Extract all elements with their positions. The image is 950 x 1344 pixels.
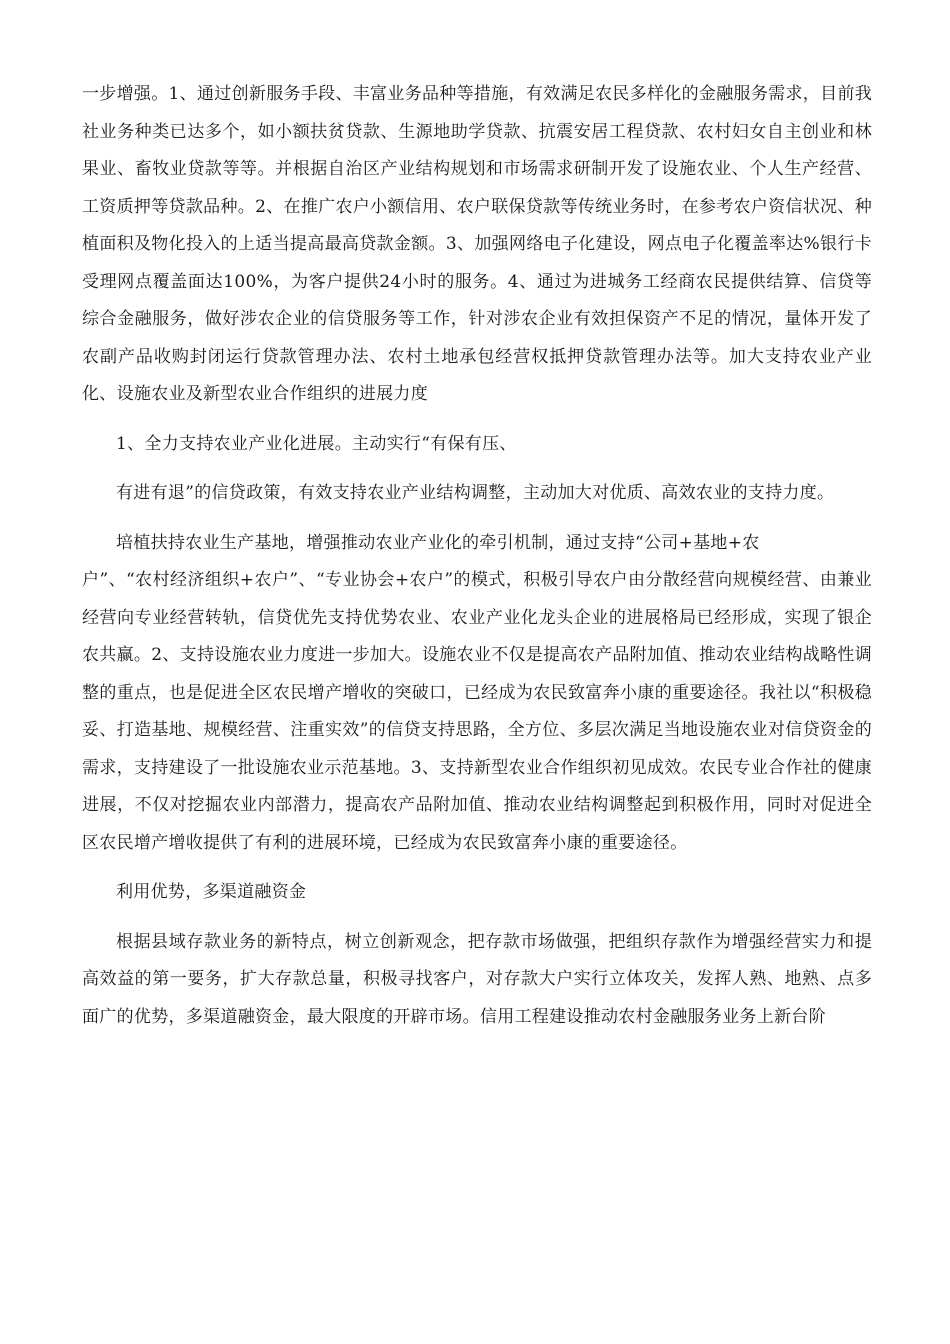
paragraph-services: 一步增强。1、通过创新服务手段、丰富业务品种等措施，有效满足农民多样化的金融服务需求，目前我社业务种类已达多个，如小额扶贫贷款、生源地助学贷款、抗震安居工程贷款、农村妇女自主创业和林果业、畜牧业贷款等等。并根据自治区产业结构规划和市场需求研制开发了设施农业、个人生产经营、工资质押等贷款品种。2、在推广农户小额信用、农户联保贷款等传统业务时，在参考农户资信状况、种植面积及物化投入的上适当提高最高贷款金额。3、加强网络电子化建设，网点电子化覆盖率达%银行卡受理网点覆盖面达100%，为客户提供24小时的服务。4、通过为进城务工经商农民提供结算、信贷等综合金融服务，做好涉农企业的信贷服务等工作，针对涉农企业有效担保资产不足的情况，量体开发了农副产品收购封闭运行贷款管理办法、农村土地承包经营权抵押贷款管理办法等。加大支持农业产业化、设施农业及新型农业合作组织的进展力度 bbox=[82, 84, 872, 404]
document-page bbox=[82, 76, 872, 1036]
paragraph-funding-heading: 利用优势，多渠道融资金 bbox=[116, 882, 307, 902]
paragraph-industrialization-heading: 1、全力支持农业产业化进展。主动实行“有保有压、 bbox=[116, 433, 517, 454]
paragraph-production-base: 培植扶持农业生产基地，增强推动农业产业化的牵引机制，通过支持“公司+基地+农 bbox=[116, 532, 760, 553]
paragraph-credit-policy: 有进有退”的信贷政策，有效支持农业产业结构调整，主动加大对优质、高效农业的支持力度。 bbox=[116, 483, 835, 503]
paragraph-facility-agriculture: 户”、“农村经济组织+农户”、“专业协会+农户”的模式，积极引导农户由分散经营向规模经营、由兼业经营向专业经营转轨，信贷优先支持优势农业、农业产业化龙头企业的进展格局已经形成，实现了银企农共赢。2、支持设施农业力度进一步加大。设施农业不仅是提高农产品附加值、推动农业结构战略性调整的重点，也是促进全区农民增产增收的突破口，已经成为农民致富奔小康的重要途径。我社以“积极稳妥、打造基地、规模经营、注重实效”的信贷支持思路，全方位、多层次满足当地设施农业对信贷资金的需求，支持建设了一批设施农业示范基地。3、支持新型农业合作组织初见成效。农民专业合作社的健康进展，不仅对挖掘农业内部潜力，提高农产品附加值、推动农业结构调整起到积极作用，同时对促进全区农民增产增收提供了有利的进展环境，已经成为农民致富奔小康的重要途径。 bbox=[82, 570, 872, 853]
paragraph-deposits: 根据县域存款业务的新特点，树立创新观念，把存款市场做强，把组织存款作为增强经营实力和提高效益的第一要务，扩大存款总量，积极寻找客户，对存款大户实行立体攻关，发挥人熟、地熟、点多面广的优势，多渠道融资金，最大限度的开辟市场。信用工程建设推动农村金融服务业务上新台阶 bbox=[82, 931, 872, 1027]
